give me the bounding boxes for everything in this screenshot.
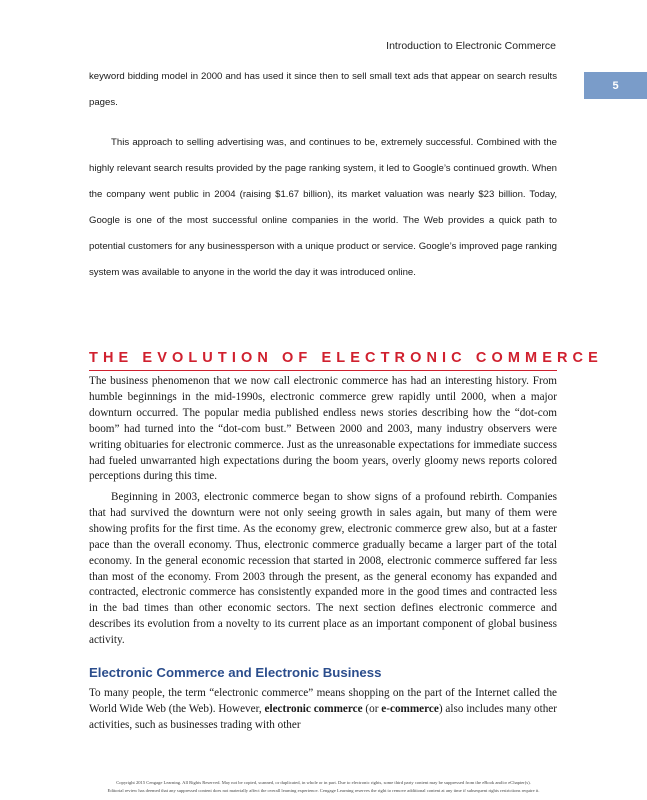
copyright-line: Copyright 2015 Cengage Learning. All Rights Reserved. May not be copied, scanned, or duplicated, in whole or in part. Due to electronic rights, some third party content may be suppressed from the eBook and/or eChapter(s). — [116, 780, 531, 785]
copyright-footer — [18, 779, 629, 795]
running-head: Introduction to Electronic Commerce — [386, 40, 556, 52]
section-heading: THE EVOLUTION OF ELECTRONIC COMMERCE — [89, 350, 603, 366]
body-paragraph: keyword bidding model in 2000 and has used it since then to sell small text ads that appear on search results pages. — [89, 71, 557, 108]
copyright-line: Editorial review has deemed that any suppressed content does not materially affect the overall learning experience. Cengage Learning reserves the right to remove additional content at any time if subsequent rights restrictions require it. — [107, 788, 540, 793]
paragraph-text: (or — [362, 702, 382, 715]
subsection-heading: Electronic Commerce and Electronic Business — [89, 665, 382, 680]
page-number: 5 — [612, 79, 619, 92]
heading-rule — [89, 370, 557, 371]
page-number-tab — [584, 72, 647, 99]
key-term: electronic commerce — [264, 702, 363, 715]
body-paragraph — [89, 686, 557, 734]
body-paragraph: This approach to selling advertising was, and continues to be, extremely successful. Combined with the highly relevant search results provided by the page ranking system, it led to Google’s continued growth. When the company went public in 2004 (raising $1.67 billion), its market valuation was nearly $23 billion. Today, Google is one of the most successful online companies in the world. The Web provides a quick path to potential customers for any businessperson with a unique product or service. Google’s improved page ranking system was available to anyone in the world the day it was introduced online. — [89, 137, 557, 278]
body-paragraph: Beginning in 2003, electronic commerce began to show signs of a profound rebirth. Companies that had survived the downturn were not only seeing growth in sales again, but many of them were showing profits for the first time. As the economy grew, electronic commerce grew also, but at a faster pace than the overall economy. Thus, electronic commerce gradually became a larger part of the total economy. In the general economic recession that started in 2008, electronic commerce suffered far less than most of the economy. From 2003 through the present, as the general economy has expanded and contracted, electronic commerce has consistently expanded more in the good times and contracted less in the bad times than other economic sectors. The next section defines electronic commerce and describes its evolution from a novelty to its current place as an important component of global business activity. — [89, 491, 557, 647]
key-term: e-commerce — [381, 702, 439, 715]
paragraph-text: To many people, the term “electronic commerce” means shopping on the part of the Internet called the World Wide Web (the Web). However, — [89, 687, 557, 715]
paragraph-text: ) also includes many other activities, such as businesses trading with other — [89, 702, 558, 731]
body-paragraph: The business phenomenon that we now call electronic commerce has had an interesting history. From humble beginnings in the mid-1990s, electronic commerce grew rapidly until 2000, when a major downturn occurred. The popular media published endless news stories describing how the “dot-com boom” had turned into the “dot-com bust.” Between 2000 and 2003, many industry observers were writing obituaries for electronic commerce. Just as the unreasonable expectations for immediate success had fueled unwarranted high expectations during the boom years, overly gloomy news reports colored perceptions during this time. — [89, 375, 557, 483]
